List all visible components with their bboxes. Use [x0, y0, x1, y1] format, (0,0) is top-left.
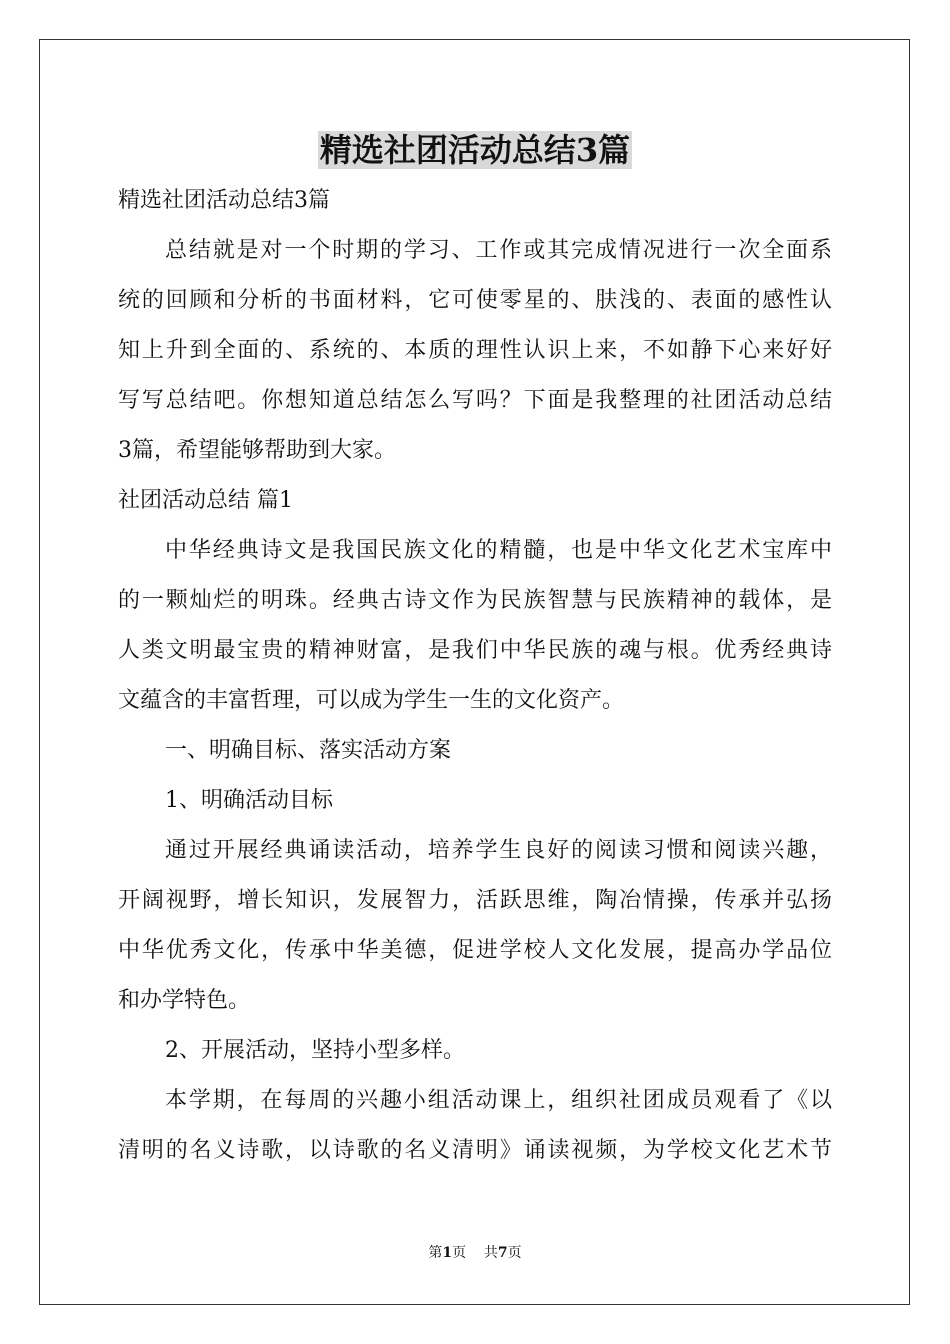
paragraph-line: 统的回顾和分析的书面材料，它可使零星的、肤浅的、表面的感性认 — [118, 288, 832, 313]
paragraph-line: 和办学特色。 — [118, 988, 251, 1013]
page-footer — [0, 1243, 950, 1263]
document-subtitle: 精选社团活动总结3篇 — [118, 188, 330, 213]
paragraph-line: 本学期，在每周的兴趣小组活动课上，组织社团成员观看了《以 — [165, 1088, 832, 1113]
paragraph-line: 人类文明最宝贵的精神财富，是我们中华民族的魂与根。优秀经典诗 — [118, 638, 832, 663]
paragraph-line: 中华优秀文化，传承中华美德，促进学校人文化发展，提高办学品位 — [118, 938, 832, 963]
paragraph-line: 的一颗灿烂的明珠。经典古诗文作为民族智慧与民族精神的载体，是 — [118, 588, 832, 613]
footer-mid: 页 共 — [452, 1245, 498, 1261]
subheading: 2、开展活动，坚持小型多样。 — [165, 1038, 465, 1063]
paragraph-line: 写写总结吧。你想知道总结怎么写吗？下面是我整理的社团活动总结 — [118, 388, 832, 413]
paragraph-line: 3篇，希望能够帮助到大家。 — [118, 438, 396, 463]
paragraph-line: 文蕴含的丰富哲理，可以成为学生一生的文化资产。 — [118, 688, 625, 713]
footer-page-number: 1 — [442, 1245, 453, 1261]
paragraph-line: 清明的名义诗歌，以诗歌的名义清明》诵读视频，为学校文化艺术节 — [118, 1138, 832, 1163]
subheading: 一、明确目标、落实活动方案 — [165, 738, 452, 763]
subheading: 1、明确活动目标 — [165, 788, 333, 813]
section-heading: 社团活动总结 篇1 — [118, 488, 293, 513]
paragraph-line: 知上升到全面的、系统的、本质的理性认识上来，不如静下心来好好 — [118, 338, 832, 363]
paragraph-line: 开阔视野，增长知识，发展智力，活跃思维，陶冶情操，传承并弘扬 — [118, 888, 832, 913]
footer-prefix: 第 — [428, 1245, 443, 1261]
paragraph-line: 中华经典诗文是我国民族文化的精髓，也是中华文化艺术宝库中 — [165, 538, 832, 563]
paragraph-line: 通过开展经典诵读活动，培养学生良好的阅读习惯和阅读兴趣， — [165, 838, 832, 863]
footer-suffix: 页 — [507, 1245, 522, 1261]
document-title — [0, 128, 950, 172]
document-title-text: 精选社团活动总结3篇 — [319, 131, 631, 169]
footer-total-pages: 7 — [497, 1245, 508, 1261]
paragraph-line: 总结就是对一个时期的学习、工作或其完成情况进行一次全面系 — [165, 238, 832, 263]
